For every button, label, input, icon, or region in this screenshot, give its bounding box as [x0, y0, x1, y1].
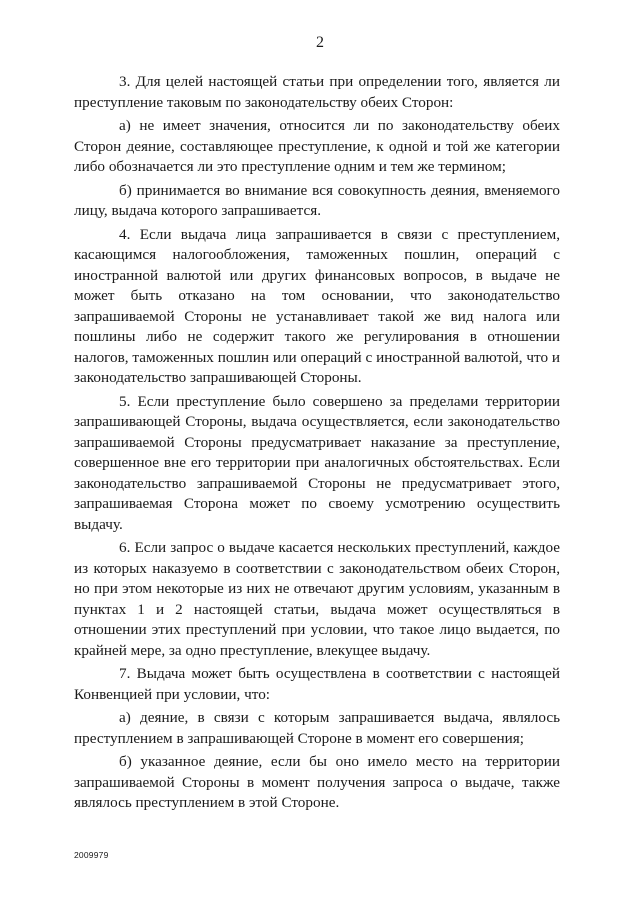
paragraph-4: 4. Если выдача лица запрашивается в связи с преступлением, касающимся налогообложения, таможенных пошлин, операций с иностранной валютой или других финансовых вопросов, в выдаче не может быть отказано на том основании, что законодательство запрашиваемой Стороны не устанавливает такой же вид налога или пошлины либо не содержит такого же регулирования в отношении налогов, таможенных пошлин или операций с иностранной валютой, что и законодательство запрашивающей Стороны. [74, 225, 560, 386]
paragraph-6: 6. Если запрос о выдаче касается нескольких преступлений, каждое из которых наказуемо в соответствии с законодательством обеих Сторон, но при этом некоторые из них не отвечают другим условиям, указанным в пунктах 1 и 2 настоящей статьи, выдача может осуществляться в отношении этих преступлений при условии, что такое лицо выдается, по крайней мере, за одно преступление, влекущее выдачу. [74, 539, 560, 659]
paragraph-7a: а) деяние, в связи с которым запрашивается выдача, являлось преступлением в запрашивающей Стороне в момент его совершения; [74, 709, 560, 747]
document-body [74, 72, 560, 817]
paragraph-3b: б) принимается во внимание вся совокупность деяния, вменяемого лицу, выдача которого запрашивается. [74, 181, 560, 219]
page-number: 2 [316, 34, 324, 51]
paragraph-3a: а) не имеет значения, относится ли по законодательству обеих Сторон деяние, составляющее преступление, к одной и той же категории либо обозначается ли это преступление одним и тем же термином; [74, 117, 560, 175]
paragraph-5: 5. Если преступление было совершено за пределами территории запрашивающей Стороны, выдача осуществляется, если законодательство запрашиваемой Стороны предусматривает наказание за преступление, совершенное вне его территории при аналогичных обстоятельствах. Если законодательство запрашиваемой Стороны не предусматривает этого, запрашиваемая Сторона может по своему усмотрению осуществить выдачу. [74, 392, 560, 533]
paragraph-3: 3. Для целей настоящей статьи при определении того, является ли преступление таковым по законодательству обеих Сторон: [74, 73, 560, 111]
paragraph-7b: б) указанное деяние, если бы оно имело место на территории запрашиваемой Стороны в момент получения запроса о выдаче, также являлось преступлением в этой Стороне. [74, 753, 560, 811]
document-code: 2009979 [74, 850, 109, 860]
paragraph-7: 7. Выдача может быть осуществлена в соответствии с настоящей Конвенцией при условии, что: [74, 665, 560, 703]
